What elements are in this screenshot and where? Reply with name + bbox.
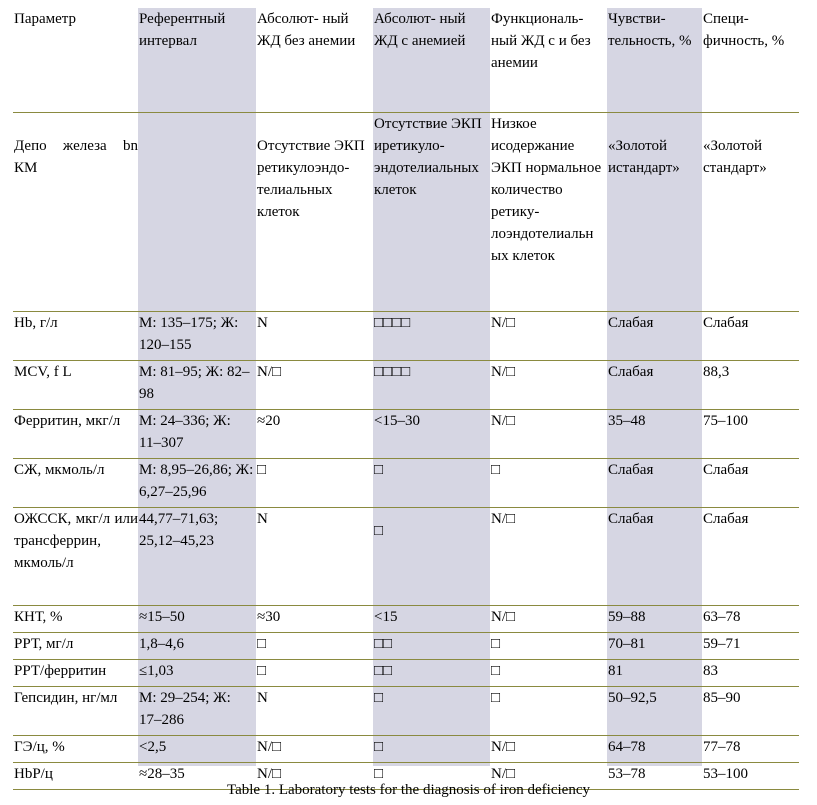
table-cell: N — [256, 508, 373, 606]
table-cell: 59–71 — [702, 633, 799, 660]
table-cell: □□ — [373, 660, 490, 687]
table-row — [13, 113, 799, 312]
table-cell: М: 8,95–26,86; Ж: 6,27–25,96 — [138, 459, 256, 508]
table-cell: Слабая — [607, 361, 702, 410]
table-cell: РРТ/ферритин — [13, 660, 138, 687]
table-cell: Hb, г/л — [13, 312, 138, 361]
table-cell: 85–90 — [702, 687, 799, 736]
table-cell: «Золотой истандарт» — [607, 113, 702, 312]
table-cell: Слабая — [702, 459, 799, 508]
table-cell: N/□ — [490, 410, 607, 459]
table-cell: Депо железа bn КМ — [13, 113, 138, 312]
table-cell: ≈28–35 — [138, 763, 256, 790]
table-cell: Слабая — [702, 312, 799, 361]
header-cell: Абсолют- ный ЖД с анемией — [373, 8, 490, 113]
table-cell: Слабая — [702, 508, 799, 606]
table-cell: □□ — [373, 633, 490, 660]
table-cell: М: 29–254; Ж: 17–286 — [138, 687, 256, 736]
table-cell: MCV, f L — [13, 361, 138, 410]
table-cell: □ — [373, 763, 490, 790]
table-cell: □ — [373, 736, 490, 763]
table-cell: □ — [490, 660, 607, 687]
header-cell: Функциональ- ный ЖД с и без анемии — [490, 8, 607, 113]
table-cell: ≤1,03 — [138, 660, 256, 687]
table-cell: ≈30 — [256, 606, 373, 633]
table-cell: N/□ — [490, 763, 607, 790]
table-cell: ≈20 — [256, 410, 373, 459]
table-cell: □ — [256, 660, 373, 687]
table-cell: <15 — [373, 606, 490, 633]
table-cell — [138, 113, 256, 312]
table-row — [13, 633, 799, 660]
table-caption: Table 1. Laboratory tests for the diagnosis of iron deficiency — [226, 782, 590, 798]
table-cell: N/□ — [256, 361, 373, 410]
table-cell: □ — [373, 687, 490, 736]
header-cell: Референтный интервал — [138, 8, 256, 113]
table-cell: КНТ, % — [13, 606, 138, 633]
table-cell: ОЖССК, мкг/л или трансферрин, мкмоль/л — [13, 508, 138, 606]
table-cell: <15–30 — [373, 410, 490, 459]
table-cell: 83 — [702, 660, 799, 687]
table-cell: □ — [373, 459, 490, 508]
table-cell: ГЭ/ц, % — [13, 736, 138, 763]
table-cell: 88,3 — [702, 361, 799, 410]
table-cell: □□□□ — [373, 312, 490, 361]
table-row — [13, 312, 799, 361]
lab-tests-table — [13, 8, 799, 790]
table-cell: Слабая — [607, 312, 702, 361]
table-cell: 70–81 — [607, 633, 702, 660]
table-row — [13, 687, 799, 736]
table-row — [13, 508, 799, 606]
table-cell: 77–78 — [702, 736, 799, 763]
header-cell: Специ- фичность, % — [702, 8, 799, 113]
table-cell: N/□ — [490, 361, 607, 410]
table-cell: Ферритин, мкг/л — [13, 410, 138, 459]
table-cell: 75–100 — [702, 410, 799, 459]
table-cell: N/□ — [256, 736, 373, 763]
table-cell: Отсутствие ЭКП иретикуло- эндотелиальных клеток — [373, 113, 490, 312]
table-cell: □ — [373, 508, 490, 606]
table-cell: □ — [490, 459, 607, 508]
table-cell: <2,5 — [138, 736, 256, 763]
table-header-row — [13, 8, 799, 113]
table-cell: Слабая — [607, 508, 702, 606]
table-cell: N — [256, 312, 373, 361]
table-cell: 63–78 — [702, 606, 799, 633]
table-cell: 1,8–4,6 — [138, 633, 256, 660]
table-cell: Отсутствие ЭКП ретикулоэндо- телиальных клеток — [256, 113, 373, 312]
table-row — [13, 606, 799, 633]
table-cell: СЖ, мкмоль/л — [13, 459, 138, 508]
table-cell: □ — [490, 687, 607, 736]
header-cell: Чувстви- тельность, % — [607, 8, 702, 113]
table-cell: ≈15–50 — [138, 606, 256, 633]
table-cell: 59–88 — [607, 606, 702, 633]
table-cell: □ — [256, 459, 373, 508]
table-cell: «Золотой стандарт» — [702, 113, 799, 312]
table-cell: 35–48 — [607, 410, 702, 459]
table-row — [13, 410, 799, 459]
table-cell: Слабая — [607, 459, 702, 508]
table-cell: N/□ — [490, 312, 607, 361]
table-cell: N/□ — [490, 508, 607, 606]
table-cell: 50–92,5 — [607, 687, 702, 736]
table-cell: HbР/ц — [13, 763, 138, 790]
table-cell: М: 24–336; Ж: 11–307 — [138, 410, 256, 459]
table-cell: Гепсидин, нг/мл — [13, 687, 138, 736]
table-cell: 64–78 — [607, 736, 702, 763]
table-cell: 44,77–71,63; 25,12–45,23 — [138, 508, 256, 606]
table-cell: N/□ — [256, 763, 373, 790]
table-cell: N/□ — [490, 736, 607, 763]
table-cell: М: 135–175; Ж: 120–155 — [138, 312, 256, 361]
table-row — [13, 660, 799, 687]
table-cell: РРТ, мг/л — [13, 633, 138, 660]
header-cell: Параметр — [13, 8, 138, 113]
table-cell: 81 — [607, 660, 702, 687]
table-cell: 53–100 — [702, 763, 799, 790]
table-cell: Низкое исодержание ЭКП нормальное количество ретику- лоэндотелиальн ых клеток — [490, 113, 607, 312]
table-cell: М: 81–95; Ж: 82–98 — [138, 361, 256, 410]
table-row — [13, 361, 799, 410]
header-cell: Абсолют- ный ЖД без анемии — [256, 8, 373, 113]
table-cell: N/□ — [490, 606, 607, 633]
table-cell: □□□□ — [373, 361, 490, 410]
table-cell: □ — [490, 633, 607, 660]
table-row — [13, 459, 799, 508]
table-cell: □ — [256, 633, 373, 660]
table-cell: 53–78 — [607, 763, 702, 790]
table-cell: N — [256, 687, 373, 736]
table-row — [13, 736, 799, 763]
